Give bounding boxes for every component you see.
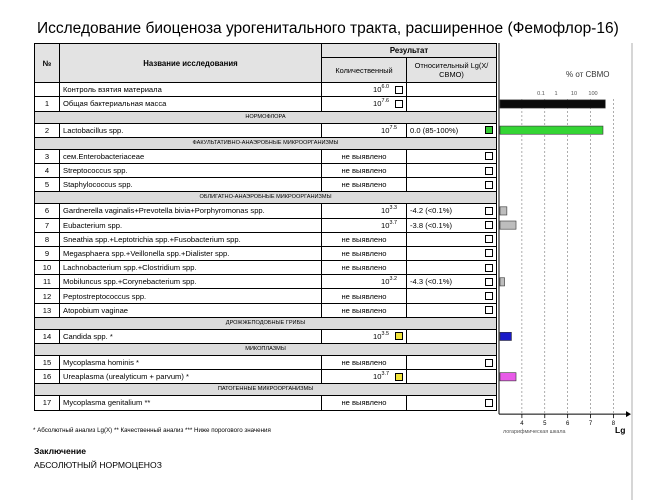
bar (500, 332, 511, 340)
chart-title: % от СВМО (566, 70, 610, 79)
value-base: не выявлено (341, 291, 387, 301)
row-number: 11 (35, 275, 60, 289)
value-base: 10 (381, 277, 390, 287)
row-number: 16 (35, 370, 60, 384)
bar (500, 207, 507, 215)
test-name: Lachnobacterium spp.+Clostridium spp. (60, 261, 322, 275)
bar (500, 278, 505, 286)
test-name: Общая бактериальная масса (60, 97, 322, 111)
value-base: не выявлено (341, 263, 387, 273)
section-label: НОРМОФЛОРА (35, 111, 497, 123)
test-name: Mobiluncus spp.+Corynebacterium spp. (60, 275, 322, 289)
value-exponent: 3.2 (389, 276, 397, 283)
bar (500, 100, 605, 108)
percent-tick-label: 10 (570, 91, 578, 97)
bar (500, 373, 516, 381)
row-number: 1 (35, 97, 60, 111)
test-name: сем.Enterobacteriaceae (60, 149, 322, 163)
col-header-relative: Относительный Lg(X/СВМО) (407, 58, 497, 83)
row-number: 8 (35, 232, 60, 246)
row-number: 13 (35, 303, 60, 317)
value-base: не выявлено (341, 358, 387, 368)
value-exponent: 3.7 (389, 219, 397, 226)
row-number: 15 (35, 356, 60, 370)
col-header-quantitative: Количественный (322, 58, 407, 83)
row-number: 5 (35, 178, 60, 192)
conclusion-text: АБСОЛЮТНЫЙ НОРМОЦЕНОЗ (34, 460, 162, 470)
x-tick-label: 7 (588, 421, 593, 428)
section-label: МИКОПЛАЗМЫ (35, 344, 497, 356)
value-base: 10 (381, 220, 390, 230)
relative-value: -4.3 (<0.1%) (410, 277, 452, 287)
section-label: ДРОЖЖЕПОДОБНЫЕ ГРИБЫ (35, 317, 497, 329)
section-label: ПАТОГЕННЫЕ МИКРООРГАНИЗМЫ (35, 384, 497, 396)
test-name: Контроль взятия материала (60, 83, 322, 97)
value-base: 10 (381, 125, 390, 135)
col-header-result: Результат (322, 44, 497, 58)
row-number: 14 (35, 329, 60, 343)
x-axis-caption: логарифмическая шкала (503, 429, 566, 436)
value-base: 10 (373, 85, 382, 95)
x-tick-label: 4 (520, 421, 524, 428)
row-number: 4 (35, 163, 60, 177)
x-tick-label: 5 (543, 421, 547, 428)
axis-arrow (626, 411, 631, 417)
report-title: Исследование биоценоза урогенитального тракта, расширенное (Фемофлор-16) (37, 20, 619, 37)
test-name: Streptococcus spp. (60, 163, 322, 177)
relative-value: 0.0 (85-100%) (410, 125, 459, 135)
test-name: Gardnerella vaginalis+Prevotella bivia+Porphyromonas spp. (60, 204, 322, 218)
col-header-name: Название исследования (60, 44, 322, 83)
row-number: 6 (35, 204, 60, 218)
value-base: не выявлено (341, 248, 387, 258)
value-base: не выявлено (341, 180, 387, 190)
test-name: Mycoplasma genitalium ** (60, 396, 322, 410)
x-axis-label: Lg (615, 425, 626, 436)
percent-tick-label: 0.1 (537, 91, 545, 97)
value-exponent: 7.6 (381, 98, 389, 105)
value-base: не выявлено (341, 234, 387, 244)
row-number: 10 (35, 261, 60, 275)
bar (500, 126, 603, 134)
test-name: Staphylococcus spp. (60, 178, 322, 192)
percent-tick-label: 100 (588, 91, 598, 97)
bar (500, 221, 516, 229)
section-label: ФАКУЛЬТАТИВНО-АНАЭРОБНЫЕ МИКРООРГАНИЗМЫ (35, 137, 497, 149)
row-number: 17 (35, 396, 60, 410)
relative-value: -4.2 (<0.1%) (410, 206, 452, 216)
test-name: Peptostreptococcus spp. (60, 289, 322, 303)
test-name: Megasphaera spp.+Veillonella spp.+Dialister spp. (60, 246, 322, 260)
value-exponent: 7.5 (389, 124, 397, 131)
relative-value: -3.8 (<0.1%) (410, 220, 452, 230)
footnotes: * Абсолютный анализ Lg(X) ** Качественный анализ *** Ниже порогового значения (33, 427, 271, 434)
row-number: 9 (35, 246, 60, 260)
test-name: Candida spp. * (60, 329, 322, 343)
value-exponent: 3.3 (389, 205, 397, 212)
value-exponent: 3.5 (381, 330, 389, 337)
value-base: не выявлено (341, 166, 387, 176)
row-number: 7 (35, 218, 60, 232)
col-header-num: № (35, 44, 60, 83)
value-base: 10 (373, 99, 382, 109)
value-exponent: 6.0 (381, 84, 389, 91)
test-name: Sneathia spp.+Leptotrichia spp.+Fusobacterium spp. (60, 232, 322, 246)
value-exponent: 3.7 (381, 371, 389, 378)
section-label: ОБЛИГАТНО-АНАЭРОБНЫЕ МИКРООРГАНИЗМЫ (35, 192, 497, 204)
test-name: Eubacterium spp. (60, 218, 322, 232)
x-tick-label: 6 (565, 421, 570, 428)
value-base: не выявлено (341, 305, 387, 315)
value-base: не выявлено (341, 398, 387, 408)
row-number: 3 (35, 149, 60, 163)
test-name: Mycoplasma hominis * (60, 356, 322, 370)
test-name: Lactobacillus spp. (60, 123, 322, 137)
value-base: не выявлено (341, 151, 387, 161)
value-base: 10 (381, 206, 390, 216)
row-number: 2 (35, 123, 60, 137)
value-base: 10 (373, 372, 382, 382)
percent-tick-label: 1 (554, 91, 558, 97)
value-base: 10 (373, 331, 382, 341)
test-name: Ureaplasma (urealyticum + parvum) * (60, 370, 322, 384)
conclusion-title: Заключение (34, 446, 87, 456)
x-tick-label: 8 (611, 421, 616, 428)
test-name: Atopobium vaginae (60, 303, 322, 317)
row-number: 12 (35, 289, 60, 303)
